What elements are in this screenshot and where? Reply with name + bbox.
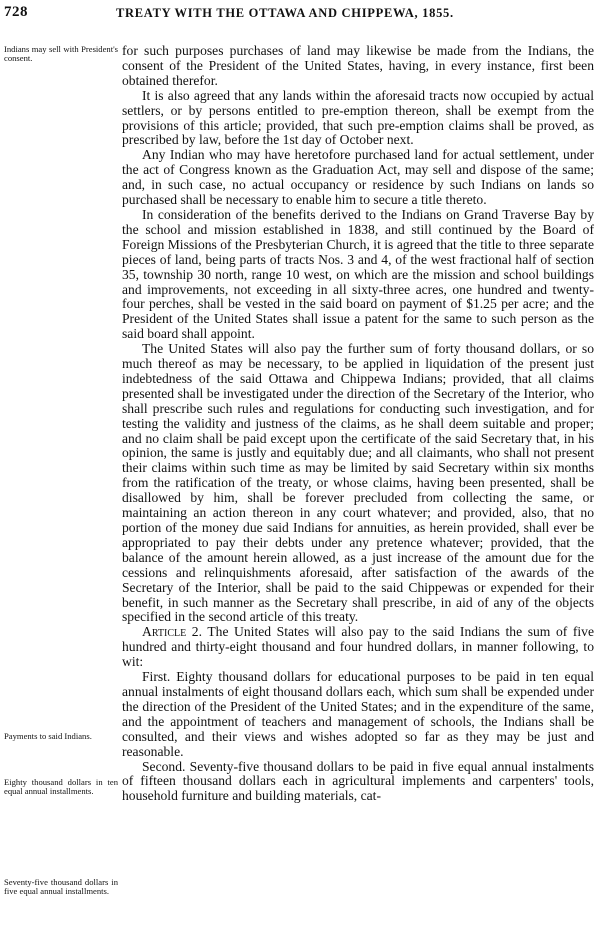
paragraph-graduation-act: Any Indian who may have heretofore purchased land for actual settlement, under the act of Congress known as the Graduation Act, may sell and dispose of the same; and, in such case, no actual occupancy or residence by such Indians on lands so purchased shall be necessary to enable him to secure a title thereto. (122, 147, 594, 208)
clause-first: First. Eighty thousand dollars for educational purposes to be paid in ten equal annual instalments of eight thousand dollars each, which sum shall be expended under the direction of the President of the United States; and in the expenditure of the same, and the appointment of teachers and management of schools, the Indians shall be consulted, and their views and wishes adopted so far as they may be just and reasonable. (122, 669, 594, 759)
paragraph-purchase-consent: for such purposes purchases of land may likewise be made from the Indians, the consent of the President of the United States, having, in every instance, first been obtained therefor. (122, 43, 594, 88)
margin-note-seventy-five-thousand: Seventy-five thousand dollars in five equal annual installments. (4, 877, 118, 897)
running-head: TREATY WITH THE OTTAWA AND CHIPPEWA, 1855. (116, 6, 454, 20)
paragraph-article-2 (122, 625, 594, 670)
margin-note-sale-consent: Indians may sell with President's consent. (4, 44, 118, 64)
page-header (4, 4, 596, 22)
paragraph-pre-emption: It is also agreed that any lands within the aforesaid tracts now occupied by actual settlers, or by persons entitled to pre-emption thereon, shall be exempt from the provisions of this article; provided, that such pre-emption claims shall be proved, as prescribed by law, before the 1st day of October next. (122, 87, 594, 148)
article-text: The United States will also pay to the said Indians the sum of five hundred and thirty-eight thousand and four hundred dollars, in manner following, to wit: (122, 624, 595, 670)
margin-note-payments: Payments to said Indians. (4, 731, 92, 741)
article-label: Article 2. (142, 624, 202, 640)
treaty-body (122, 44, 594, 804)
clause-second: Second. Seventy-five thousand dollars to be paid in five equal annual instalments of fifteen thousand dollars each in agricultural implements and carpenters' tools, household furniture and building materials, cat- (122, 758, 594, 804)
page-number: 728 (4, 4, 28, 20)
paragraph-indebtedness: The United States will also pay the further sum of forty thousand dollars, or so much thereof as may be necessary, to be applied in liquidation of the present just indebtedness of the said Ottawa and Chippewa Indians; provided, that all claims presented shall be investigated under the direction of the Secretary of the Interior, who shall prescribe such rules and regulations for conducting such investigation, and for testing the validity and justness of the claims, as he shall deem suitable and proper; and no claim shall be paid except upon the certificate of the said Secretary that, in his opinion, the same is justly and equitably due; and all claimants, who shall not present their claims within such time as may be limited by said Secretary within six months from the ratification of the treaty, or whose claims, having been presented, shall be disallowed by him, shall be forever precluded from collecting the same, or maintaining an action thereon in any court whatever; and provided, also, that no portion of the money due said Indians for annuities, as herein provided, shall ever be appropriated to pay their debts under any pretence whatever; provided, that the balance of the amount herein allowed, as a just increase of the amount due for the cessions and relinquishments aforesaid, after satisfaction of the awards of the Secretary of the Interior, shall be paid to the said Chippewas or expended for their benefit, in such manner as the Secretary shall prescribe, in aid of any of the objects specified in the second article of this treaty. (122, 341, 594, 625)
margin-note-eighty-thousand: Eighty thousand dollars in ten equal annual installments. (4, 777, 118, 797)
paragraph-mission-lands: In consideration of the benefits derived to the Indians on Grand Traverse Bay by the school and mission established in 1838, and still continued by the Board of Foreign Missions of the Presbyterian Church, it is agreed that the title to three separate pieces of land, being parts of tracts Nos. 3 and 4, of the west fractional half of section 35, township 30 north, range 10 west, on which are the mission and school buildings and improvements, not exceeding in all sixty-three acres, one hundred and twenty-four perches, shall be vested in the said board on payment of $1.25 per acre; and the President of the United States shall issue a patent for the same to such person as the said board shall appoint. (122, 206, 594, 342)
